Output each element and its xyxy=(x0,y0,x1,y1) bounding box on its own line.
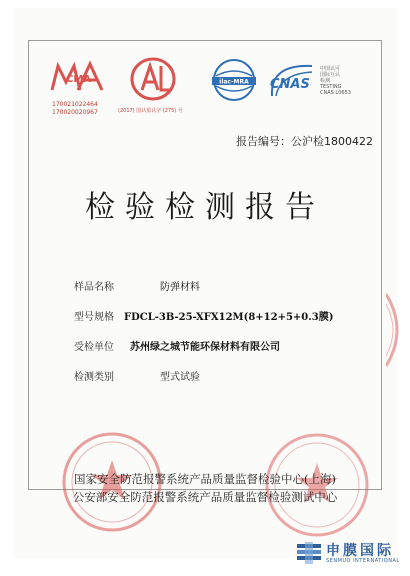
page-title: 检验检测报告 xyxy=(85,190,325,225)
field-value: 苏州绿之城节能环保材料有限公司 xyxy=(130,342,280,353)
report-number: 报告编号：公沪检1800422 xyxy=(236,135,373,148)
cnas-info-5: CNAS L0653 xyxy=(320,90,351,96)
issuer-line-2: 公安部安全防范报警系统产品质量监督检验测试中心 xyxy=(72,490,338,504)
brand-subtitle: SENMUO INTERNATIONAL xyxy=(326,558,400,564)
cma-text: CMA xyxy=(66,74,92,85)
cma-code-2: 170020020967 xyxy=(52,109,98,116)
cnas-info-4: TESTING xyxy=(320,84,342,90)
cnas-info-1: 中国认可 xyxy=(320,66,341,72)
page-edge-stamp xyxy=(386,290,406,370)
cal-logo xyxy=(128,56,178,102)
cnas-logo xyxy=(266,60,318,100)
field-label: 受检单位 xyxy=(74,342,114,353)
ilac-text: ilac-MRA xyxy=(219,78,249,86)
field-label: 样品名称 xyxy=(74,282,114,293)
field-value: FDCL-3B-25-XFX12M(8+12+5+0.3膜) xyxy=(124,312,334,323)
cma-code-1: 170021022464 xyxy=(52,101,98,108)
field-label: 型号规格 xyxy=(74,312,114,323)
brand-name: 申膜国际 xyxy=(326,543,394,559)
cnas-info-3: 检测 xyxy=(320,78,331,84)
cal-code: (2017) 国认监认字 (275) 号 xyxy=(118,108,183,114)
cnas-info-2: 国际互认 xyxy=(320,72,341,78)
cnas-text: CNAS xyxy=(270,77,310,92)
issuer-line-1: 国家安全防范报警系统产品质量监督检验中心(上海) xyxy=(74,472,336,486)
field-label: 检测类别 xyxy=(74,372,114,383)
brand-logo-icon xyxy=(296,540,322,570)
ilac-mra-logo xyxy=(206,58,262,102)
field-value: 型式试验 xyxy=(160,372,200,383)
cma-logo xyxy=(48,60,106,96)
field-value: 防弹材料 xyxy=(160,282,200,293)
